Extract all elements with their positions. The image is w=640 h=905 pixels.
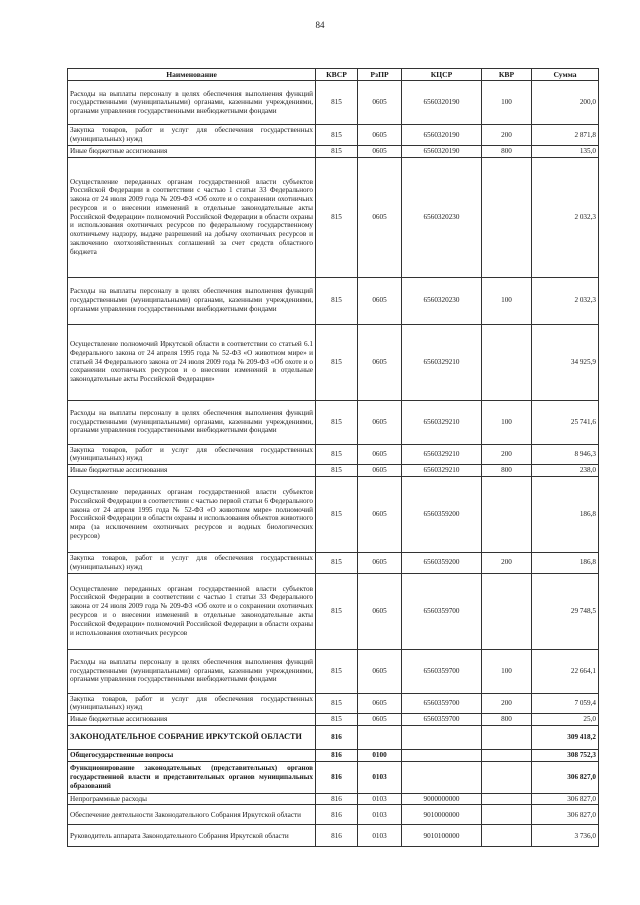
cell-sum: 7 059,4 — [532, 693, 599, 714]
table-row — [68, 444, 599, 465]
table-row — [68, 649, 599, 693]
cell-name: Закупка товаров, работ и услуг для обеспечения государственных (муниципальных) нужд — [68, 693, 316, 714]
cell-rzpr: 0605 — [358, 465, 402, 477]
cell-rzpr: 0605 — [358, 649, 402, 693]
cell-rzpr: 0605 — [358, 714, 402, 726]
cell-kvsr: 815 — [316, 81, 358, 125]
cell-kcsr — [402, 725, 482, 749]
cell-kcsr: 6560359200 — [402, 476, 482, 552]
table-row — [68, 573, 599, 649]
table-row — [68, 476, 599, 552]
cell-kvsr: 816 — [316, 761, 358, 793]
header-rzpr: РзПР — [358, 69, 402, 81]
cell-kvr: 800 — [482, 145, 532, 157]
cell-name: Осуществление переданных органам государственной власти субъектов Российской Федерации в соответствии с частью 1 статьи 33 Федерального закона от 24 июля 2009 года № 209-ФЗ «Об охоте и о сохранении охотничьих ресурсов и о внесении изменений в отдельные законодательные акты Российской Федерации» полномочий Российской Федерации в области охраны и использования охотничьих ресурсов по федеральному государственному охотничьему надзору, выдаче разрешений на добычу охотничьих ресурсов и заключению охотхозяйственных соглашений за счет средств областного бюджета — [68, 157, 316, 277]
cell-kvsr: 816 — [316, 825, 358, 847]
cell-sum: 238,0 — [532, 465, 599, 477]
cell-sum: 306 827,0 — [532, 805, 599, 825]
cell-rzpr: 0103 — [358, 761, 402, 793]
cell-sum: 2 871,8 — [532, 125, 599, 146]
cell-rzpr: 0605 — [358, 476, 402, 552]
cell-kcsr — [402, 749, 482, 761]
cell-kcsr: 9000000000 — [402, 793, 482, 805]
budget-table — [67, 68, 599, 847]
table-row — [68, 145, 599, 157]
cell-sum: 308 752,3 — [532, 749, 599, 761]
cell-kvsr: 816 — [316, 725, 358, 749]
page-number: 84 — [315, 20, 325, 30]
cell-kvr — [482, 749, 532, 761]
table-row — [68, 465, 599, 477]
cell-sum: 2 032,3 — [532, 277, 599, 324]
cell-sum: 186,8 — [532, 552, 599, 573]
table-row — [68, 714, 599, 726]
cell-kvr — [482, 725, 532, 749]
cell-sum: 200,0 — [532, 81, 599, 125]
cell-kcsr: 6560320190 — [402, 145, 482, 157]
cell-rzpr: 0103 — [358, 793, 402, 805]
cell-kcsr: 6560320230 — [402, 157, 482, 277]
header-kvr: КВР — [482, 69, 532, 81]
cell-kvr: 200 — [482, 693, 532, 714]
cell-sum: 309 418,2 — [532, 725, 599, 749]
cell-sum: 34 925,9 — [532, 324, 599, 400]
cell-kcsr: 6560329210 — [402, 400, 482, 444]
cell-kvr — [482, 805, 532, 825]
cell-kcsr: 9010000000 — [402, 805, 482, 825]
table-row — [68, 277, 599, 324]
cell-rzpr: 0605 — [358, 125, 402, 146]
cell-kvsr: 815 — [316, 649, 358, 693]
cell-kvr: 200 — [482, 444, 532, 465]
cell-name: Осуществление переданных органам государственной власти субъектов Российской Федерации в соответствии с частью первой статьи 6 Федерального закона от 24 апреля 1995 года № 52-ФЗ «О животном мире» полномочий Российской Федерации в области охраны и использования объектов животного мира (за исключением охотничьих ресурсов и водных биологических ресурсов) — [68, 476, 316, 552]
table-row — [68, 793, 599, 805]
cell-kvsr: 815 — [316, 145, 358, 157]
cell-kcsr: 6560359700 — [402, 573, 482, 649]
table-row — [68, 825, 599, 847]
cell-kcsr: 6560320190 — [402, 81, 482, 125]
cell-kvsr: 815 — [316, 693, 358, 714]
header-sum: Сумма — [532, 69, 599, 81]
cell-kvsr: 815 — [316, 573, 358, 649]
cell-kvr: 800 — [482, 465, 532, 477]
table-row — [68, 552, 599, 573]
cell-kvr — [482, 324, 532, 400]
cell-rzpr: 0605 — [358, 552, 402, 573]
cell-name: Расходы на выплаты персоналу в целях обеспечения выполнения функций государственными (муниципальными) органами, казенными учреждениями, органами управления государственными внебюджетными фондами — [68, 81, 316, 125]
cell-name: ЗАКОНОДАТЕЛЬНОЕ СОБРАНИЕ ИРКУТСКОЙ ОБЛАСТИ — [68, 725, 316, 749]
cell-rzpr: 0605 — [358, 693, 402, 714]
cell-kcsr: 6560320230 — [402, 277, 482, 324]
cell-name: Расходы на выплаты персоналу в целях обеспечения выполнения функций государственными (муниципальными) органами, казенными учреждениями, органами управления государственными внебюджетными фондами — [68, 400, 316, 444]
table-row — [68, 725, 599, 749]
cell-kvr: 100 — [482, 400, 532, 444]
cell-kvr: 200 — [482, 552, 532, 573]
cell-sum: 3 736,0 — [532, 825, 599, 847]
cell-kvsr: 815 — [316, 476, 358, 552]
cell-kvsr: 816 — [316, 793, 358, 805]
cell-name: Иные бюджетные ассигнования — [68, 145, 316, 157]
table-row — [68, 324, 599, 400]
cell-kvr: 800 — [482, 714, 532, 726]
cell-kvr — [482, 793, 532, 805]
table-header-row — [68, 69, 599, 81]
cell-name: Руководитель аппарата Законодательного Собрания Иркутской области — [68, 825, 316, 847]
cell-kvsr: 815 — [316, 400, 358, 444]
cell-sum: 306 827,0 — [532, 761, 599, 793]
cell-name: Осуществление переданных органам государственной власти субъектов Российской Федерации в соответствии с частью 1 статьи 33 Федерального закона от 24 июля 2009 года № 209-ФЗ «Об охоте и о сохранении охотничьих ресурсов и о внесении изменений в отдельные законодательные акты Российской Федерации» полномочий Российской Федерации в области охраны и использования охотничьих ресурсов — [68, 573, 316, 649]
cell-kcsr: 6560359700 — [402, 693, 482, 714]
cell-rzpr: 0605 — [358, 324, 402, 400]
cell-sum: 29 748,5 — [532, 573, 599, 649]
cell-kvsr: 815 — [316, 277, 358, 324]
cell-name: Функционирование законодательных (представительных) органов государственной власти и представительных органов муниципальных образований — [68, 761, 316, 793]
cell-rzpr: 0605 — [358, 81, 402, 125]
cell-sum: 186,8 — [532, 476, 599, 552]
cell-kcsr: 6560359700 — [402, 649, 482, 693]
cell-name: Обеспечение деятельности Законодательного Собрания Иркутской области — [68, 805, 316, 825]
cell-sum: 22 664,1 — [532, 649, 599, 693]
cell-name: Закупка товаров, работ и услуг для обеспечения государственных (муниципальных) нужд — [68, 444, 316, 465]
table-row — [68, 81, 599, 125]
cell-kvr: 100 — [482, 277, 532, 324]
cell-kvsr: 815 — [316, 444, 358, 465]
cell-name: Закупка товаров, работ и услуг для обеспечения государственных (муниципальных) нужд — [68, 125, 316, 146]
cell-rzpr — [358, 725, 402, 749]
cell-name: Расходы на выплаты персоналу в целях обеспечения выполнения функций государственными (муниципальными) органами, казенными учреждениями, органами управления государственными внебюджетными фондами — [68, 277, 316, 324]
cell-rzpr: 0605 — [358, 277, 402, 324]
cell-kvsr: 815 — [316, 324, 358, 400]
cell-rzpr: 0100 — [358, 749, 402, 761]
cell-kcsr: 6560320190 — [402, 125, 482, 146]
cell-rzpr: 0605 — [358, 157, 402, 277]
cell-kvr: 100 — [482, 81, 532, 125]
cell-name: Иные бюджетные ассигнования — [68, 714, 316, 726]
cell-kvr — [482, 573, 532, 649]
cell-kvsr: 815 — [316, 465, 358, 477]
cell-sum: 8 946,3 — [532, 444, 599, 465]
cell-kvsr: 815 — [316, 125, 358, 146]
cell-name: Непрограммные расходы — [68, 793, 316, 805]
cell-sum: 25,0 — [532, 714, 599, 726]
cell-sum: 135,0 — [532, 145, 599, 157]
cell-kvsr: 815 — [316, 552, 358, 573]
cell-rzpr: 0605 — [358, 400, 402, 444]
cell-kvsr: 816 — [316, 805, 358, 825]
table-row — [68, 400, 599, 444]
cell-rzpr: 0103 — [358, 805, 402, 825]
cell-name: Расходы на выплаты персоналу в целях обеспечения выполнения функций государственными (муниципальными) органами, казенными учреждениями, органами управления государственными внебюджетными фондами — [68, 649, 316, 693]
header-name: Наименование — [68, 69, 316, 81]
cell-name: Осуществление полномочий Иркутской области в соответствии со статьей 6.1 Федерального закона от 24 апреля 1995 года № 52-ФЗ «О животном мире» и статьей 34 Федерального закона от 24 июля 2009 года № 209-ФЗ «Об охоте и о сохранении охотничьих ресурсов и о внесении изменений в отдельные законодательные акты Российской Федерации» — [68, 324, 316, 400]
cell-sum: 306 827,0 — [532, 793, 599, 805]
cell-kvr — [482, 476, 532, 552]
cell-kcsr — [402, 761, 482, 793]
table-row — [68, 805, 599, 825]
cell-sum: 25 741,6 — [532, 400, 599, 444]
cell-kvsr: 816 — [316, 749, 358, 761]
header-kcsr: КЦСР — [402, 69, 482, 81]
cell-kvr: 100 — [482, 649, 532, 693]
cell-sum: 2 032,3 — [532, 157, 599, 277]
cell-rzpr: 0103 — [358, 825, 402, 847]
table-row — [68, 761, 599, 793]
cell-name: Общегосударственные вопросы — [68, 749, 316, 761]
cell-kcsr: 6560359200 — [402, 552, 482, 573]
table-row — [68, 693, 599, 714]
cell-kvsr: 815 — [316, 714, 358, 726]
cell-kvr — [482, 825, 532, 847]
cell-kcsr: 6560359700 — [402, 714, 482, 726]
cell-rzpr: 0605 — [358, 444, 402, 465]
cell-rzpr: 0605 — [358, 145, 402, 157]
cell-name: Закупка товаров, работ и услуг для обеспечения государственных (муниципальных) нужд — [68, 552, 316, 573]
cell-kvsr: 815 — [316, 157, 358, 277]
cell-rzpr: 0605 — [358, 573, 402, 649]
table-row — [68, 125, 599, 146]
cell-kcsr: 6560329210 — [402, 324, 482, 400]
cell-kvr: 200 — [482, 125, 532, 146]
cell-kcsr: 9010100000 — [402, 825, 482, 847]
table-row — [68, 749, 599, 761]
cell-kvr — [482, 761, 532, 793]
table-body — [68, 81, 599, 847]
table-row — [68, 157, 599, 277]
cell-kcsr: 6560329210 — [402, 465, 482, 477]
cell-kcsr: 6560329210 — [402, 444, 482, 465]
header-kvsr: КВСР — [316, 69, 358, 81]
cell-kvr — [482, 157, 532, 277]
cell-name: Иные бюджетные ассигнования — [68, 465, 316, 477]
